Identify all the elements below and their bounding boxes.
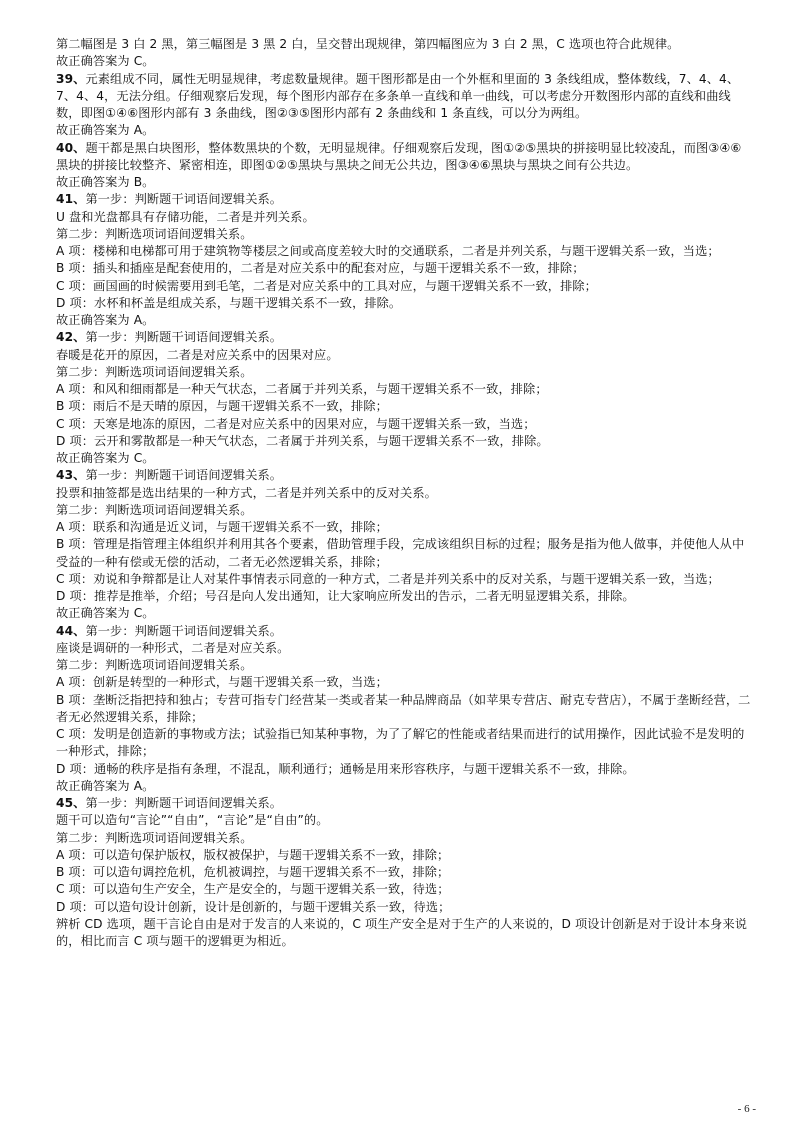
text-line: 第二步：判断选项词语间逻辑关系。 [56,226,253,241]
option-line: A 项：和风和细雨都是一种天气状态，二者属于并列关系，与题干逻辑关系不一致，排除； [56,382,548,396]
text-line: 第二步：判断选项词语间逻辑关系。 [56,830,253,845]
option-line: B 项：可以造句调控危机，危机被调控，与题干逻辑关系不一致，排除； [56,865,450,879]
option-line: C 项：画国画的时候需要用到毛笔，二者是对应关系中的工具对应，与题干逻辑关系不一致，排除； [56,278,597,293]
option-line: D 项：推荐是推举，介绍；号召是向人发出通知，让大家响应所发出的告示，二者无明显逻辑关系，排除。 [56,589,635,603]
question-40: 40、题干都是黑白块图形，整体数黑块的个数，无明显规律。仔细观察后发现，图①②⑤黑块的拼接明显比较凌乱，而图③④⑥黑块的拼接比较整齐、紧密相连，即图①②⑤黑块与黑块之间无公共边，图③④⑥黑块与黑块之间有公共边。 [56,140,742,172]
option-line: B 项：管理是指管理主体组织并利用其各个要素，借助管理手段，完成该组织目标的过程；服务是指为他人做事，并使他人从中受益的一种有偿或无偿的活动，二者无必然逻辑关系，排除； [56,537,745,569]
option-line: B 项：插头和插座是配套使用的，二者是对应关系中的配套对应，与题干逻辑关系不一致，排除； [56,261,585,276]
option-line: C 项：发明是创造新的事物或方法；试验指已知某种事物，为了了解它的性能或者结果而进行的试用操作，因此试验不是发明的一种形式，排除； [56,727,745,759]
text-line: 春暖是花开的原因，二者是对应关系中的因果对应。 [56,347,339,362]
option-line: D 项：水杯和杯盖是组成关系，与题干逻辑关系不一致，排除。 [56,295,402,310]
text-line: 座谈是调研的一种形式，二者是对应关系。 [56,640,290,655]
option-line: A 项：可以造句保护版权，版权被保护，与题干逻辑关系不一致，排除； [56,847,450,862]
text-line: 第二幅图是 3 白 2 黑，第三幅图是 3 黑 2 白，呈交替出现规律，第四幅图应为 3 白 2 黑，C 选项也符合此规律。 [56,37,680,51]
answer-line: 故正确答案为 C。 [56,54,155,69]
question-number: 40、 [56,140,86,155]
answer-line: 故正确答案为 A。 [56,778,155,793]
text-line: 投票和抽签都是选出结果的一种方式，二者是并列关系中的反对关系。 [56,485,437,500]
text-line: 第二步：判断选项词语间逻辑关系。 [56,502,253,517]
question-42: 42、第一步：判断题干词语间逻辑关系。 [56,330,283,345]
question-number: 39、 [56,71,86,86]
question-41: 41、第一步：判断题干词语间逻辑关系。 [56,192,283,207]
question-number: 45、 [56,796,86,810]
answer-line: 故正确答案为 B。 [56,175,155,189]
question-45: 45、第一步：判断题干词语间逻辑关系。 [56,796,283,810]
answer-line: 故正确答案为 C。 [56,606,155,621]
question-number: 44、 [56,623,86,638]
question-43: 43、第一步：判断题干词语间逻辑关系。 [56,468,283,483]
page-number: - 6 - [737,1103,756,1115]
answer-line: 故正确答案为 A。 [56,313,155,327]
option-line: B 项：雨后不是天晴的原因，与题干逻辑关系不一致，排除； [56,399,388,414]
option-line: C 项：天寒是地冻的原因，二者是对应关系中的因果对应，与题干逻辑关系一致，当选； [56,416,536,431]
question-number: 41、 [56,192,86,207]
question-number: 42、 [56,330,86,345]
option-line: D 项：云开和雾散都是一种天气状态，二者属于并列关系，与题干逻辑关系不一致，排除。 [56,433,549,448]
text-line: 题干可以造句“言论”“自由”，“言论”是“自由”的。 [56,813,329,828]
answer-line: 故正确答案为 C。 [56,451,155,465]
option-line: A 项：楼梯和电梯都可用于建筑物等楼层之间或高度差较大时的交通联系，二者是并列关系，与题干逻辑关系一致，当选； [56,244,720,258]
option-line: D 项：通畅的秩序是指有条理，不混乱，顺利通行；通畅是用来形容秩序，与题干逻辑关系不一致，排除。 [56,761,635,776]
text-line: 第二步：判断选项词语间逻辑关系。 [56,658,253,672]
option-line: A 项：联系和沟通是近义词，与题干逻辑关系不一致，排除； [56,520,388,534]
question-number: 43、 [56,468,86,483]
option-line: B 项：垄断泛指把持和独占；专营可指专门经营某一类或者某一种品牌商品（如苹果专营店、耐克专营店），不属于垄断经营，二者无必然逻辑关系，排除； [56,692,751,724]
text-line: U 盘和光盘都具有存储功能，二者是并列关系。 [56,209,315,224]
question-39: 39、元素组成不同，属性无明显规律，考虑数量规律。题干图形都是由一个外框和里面的 3 条线组成，整体数线，7、4、4、7、4、4，无法分组。仔细观察后发现，每个图形内部存在多条单一直线和单一曲线，可以考虑分开数图形内部的直线和曲线数，即图①④⑥图形内部有 3 条曲线，图②③⑤图形内部有 2 条曲线和 1 条直线，可以分为两组。 [56,71,740,120]
option-line: D 项：可以造句设计创新，设计是创新的，与题干逻辑关系一致，待选； [56,899,451,914]
document-body [56,36,752,950]
text-line: 第二步：判断选项词语间逻辑关系。 [56,364,253,379]
option-line: C 项：劝说和争辩都是让人对某件事情表示同意的一种方式，二者是并列关系中的反对关系，与题干逻辑关系一致，当选； [56,571,720,586]
option-line: A 项：创新是转型的一种形式，与题干逻辑关系一致，当选； [56,675,388,690]
analysis-line: 辨析 CD 选项，题干言论自由是对于发言的人来说的，C 项生产安全是对于生产的人来说的，D 项设计创新是对于设计本身来说的，相比而言 C 项与题干的逻辑更为相近。 [56,916,748,948]
answer-line: 故正确答案为 A。 [56,123,155,138]
question-44: 44、第一步：判断题干词语间逻辑关系。 [56,623,283,638]
option-line: C 项：可以造句生产安全，生产是安全的，与题干逻辑关系一致，待选； [56,882,450,897]
